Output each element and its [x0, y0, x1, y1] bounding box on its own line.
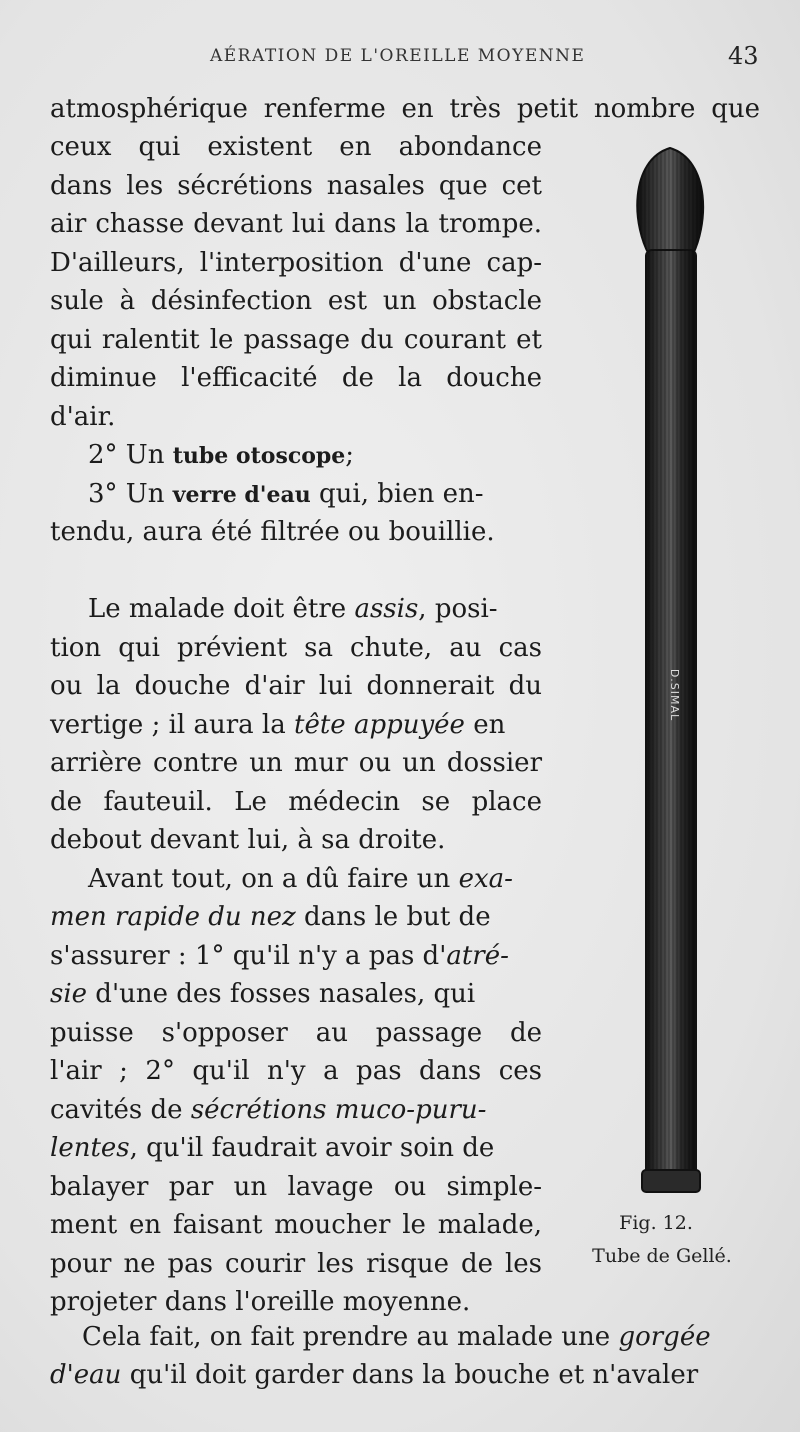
text-line: projeter dans l'oreille moyenne. [50, 1287, 471, 1317]
text-line: d'eau qu'il doit garder dans la bouche et n'avaler [50, 1360, 699, 1390]
text-line: puisse s'opposer au passage de [50, 1017, 542, 1048]
text-line: Avant tout, on a dû faire un exa- [88, 863, 513, 894]
list-number: 2° Un [88, 440, 173, 470]
figure-label: Fig. 12. [619, 1212, 693, 1234]
text-line: tendu, aura été filtrée ou bouillie. [50, 517, 495, 547]
text-line: diminue l'efficacité de la douche [50, 363, 542, 393]
text-line: de fauteuil. Le médecin se place [50, 786, 542, 817]
text-line: d'air. [50, 401, 116, 432]
text-line: vertige ; il aura la tête appuyée en [50, 709, 506, 740]
text-line: tion qui prévient sa chute, au cas [50, 632, 542, 663]
text-line: D'ailleurs, l'interposition d'une cap- [50, 247, 542, 278]
list-rest: ; [345, 440, 355, 470]
text-line: Le malade doit être assis, posi- [88, 594, 498, 624]
text-line: l'air ; 2° qu'il n'y a pas dans ces [50, 1056, 542, 1086]
text-line: ou la douche d'air lui donnerait du [50, 671, 542, 701]
text-line: dans les sécrétions nasales que cet [50, 170, 542, 201]
text-line: air chasse devant lui dans la trompe. [50, 209, 542, 239]
running-title: AÉRATION DE L'OREILLE MOYENNE [210, 46, 586, 66]
text-line: lentes, qu'il faudrait avoir soin de [50, 1133, 495, 1163]
figure-caption: Tube de Gellé. [592, 1245, 732, 1267]
text-line: ment en faisant moucher le malade, [50, 1210, 542, 1240]
text-line: arrière contre un mur ou un dossier [50, 748, 542, 778]
text-line: sie d'une des fosses nasales, qui [50, 979, 476, 1009]
text-line: s'assurer : 1° qu'il n'y a pas d'atré- [50, 940, 509, 971]
list-term: tube otoscope [172, 443, 346, 469]
text-line: Cela fait, on fait prendre au malade une gorgée [82, 1322, 711, 1352]
paragraph-gap [50, 552, 542, 591]
page-header [0, 42, 800, 76]
tube-figure [612, 140, 742, 1200]
text-line: pour ne pas courir les risque de les [50, 1248, 542, 1279]
text-line: atmosphérique renferme en très petit nombre que [50, 94, 760, 124]
text-line: qui ralentit le passage du courant et [50, 324, 542, 355]
text-line: balayer par un lavage ou simple- [50, 1171, 542, 1202]
tube-end [642, 1170, 700, 1192]
list-rest: qui, bien en- [310, 478, 484, 509]
text-line: debout devant lui, à sa droite. [50, 825, 446, 855]
gelle-tube-illustration [612, 140, 742, 1200]
text-line: cavités de sécrétions muco-puru- [50, 1094, 487, 1125]
page-number: 43 [728, 42, 759, 70]
list-item [50, 475, 542, 514]
list-number: 3° Un [88, 478, 173, 509]
list-term: verre d'eau [172, 481, 311, 508]
text-column [50, 128, 542, 1322]
text-line: men rapide du nez dans le but de [50, 902, 491, 932]
text-line: ceux qui existent en abondance [50, 132, 542, 162]
list-item [50, 436, 542, 475]
engraver-mark: D.SIMAL [668, 668, 681, 722]
text-line: sule à désinfection est un obstacle [50, 286, 542, 316]
